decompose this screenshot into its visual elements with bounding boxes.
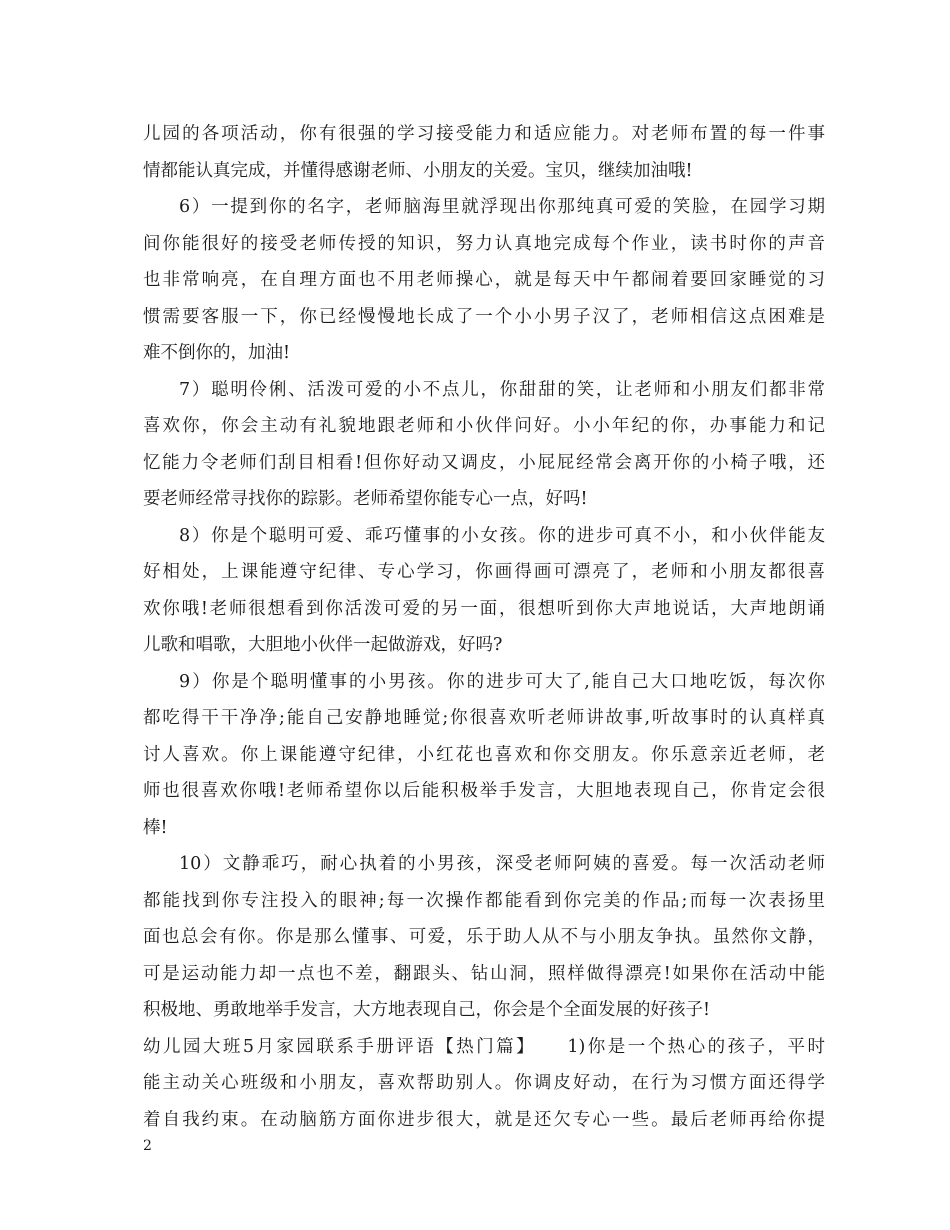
page-number: 2 xyxy=(143,1138,152,1154)
text-line: 7）聪明伶俐、活泼可爱的小不点儿，你甜甜的笑，让老师和小朋友们都非常 xyxy=(179,379,825,400)
text-line: 儿园的各项活动，你有很强的学习接受能力和适应能力。对老师布置的每一件事 xyxy=(143,124,825,144)
text-line: 师也很喜欢你哦!老师希望你以后能积极举手发言，大胆地表现自己，你肯定会很 xyxy=(143,781,825,801)
text-line: 讨人喜欢。你上课能遵守纪律，小红花也喜欢和你交朋友。你乐意亲近老师，老 xyxy=(143,744,825,765)
text-line: 9）你是个聪明懂事的小男孩。你的进步可大了,能自己大口地吃饭，每次你 xyxy=(179,671,825,692)
text-line: 能主动关心班级和小朋友，喜欢帮助别人。你调皮好动，在行为习惯方面还得学 xyxy=(143,1073,825,1093)
text-line: 6）一提到你的名字，老师脑海里就浮现出你那纯真可爱的笑脸，在园学习期 xyxy=(179,197,825,217)
text-line: 情都能认真完成，并懂得感谢老师、小朋友的关爱。宝贝，继续加油哦! xyxy=(143,160,693,181)
text-line: 都吃得干干净净;能自己安静地睡觉;你很喜欢听老师讲故事,听故事时的认真样真 xyxy=(143,708,825,728)
text-line: 好相处，上课能遵守纪律、专心学习，你画得画可漂亮了，老师和小朋友都很喜 xyxy=(143,562,825,582)
text-line: 儿歌和唱歌，大胆地小伙伴一起做游戏，好吗? xyxy=(143,635,503,655)
text-line: 可是运动能力却一点也不差，翻跟头、钻山洞，照样做得漂亮!如果你在活动中能 xyxy=(143,963,825,984)
body-text xyxy=(143,116,825,1138)
text-line: 都能找到你专注投入的眼神;每一次操作都能看到你完美的作品;而每一次表扬里 xyxy=(143,890,825,911)
text-line: 8）你是个聪明可爱、乖巧懂事的小女孩。你的进步可真不小，和小伙伴能友 xyxy=(179,525,825,546)
text-line: 间你能很好的接受老师传授的知识，努力认真地完成每个作业，读书时你的声音 xyxy=(143,233,825,254)
text-line: 棒! xyxy=(143,817,168,838)
text-line: 10）文静乖巧，耐心执着的小男孩，深受老师阿姨的喜爱。每一次活动老师 xyxy=(179,854,825,874)
text-line: 着自我约束。在动脑筋方面你进步很大，就是还欠专心一些。最后老师再给你提 xyxy=(143,1109,825,1130)
text-line: 喜欢你，你会主动有礼貌地跟老师和小伙伴问好。小小年纪的你，办事能力和记 xyxy=(143,416,825,436)
text-line: 欢你哦!老师很想看到你活泼可爱的另一面，很想听到你大声地说话，大声地朗诵 xyxy=(143,598,825,619)
text-line: 惯需要客服一下，你已经慢慢地长成了一个小小男子汉了，老师相信这点困难是 xyxy=(143,306,825,327)
text-line: 幼儿园大班5月家园联系手册评语【热门篇】 1)你是一个热心的孩子，平时 xyxy=(143,1036,825,1057)
text-line: 难不倒你的，加油! xyxy=(143,343,291,363)
text-line: 要老师经常寻找你的踪影。老师希望你能专心一点，好吗! xyxy=(143,489,588,509)
text-line: 面也总会有你。你是那么懂事、可爱，乐于助人从不与小朋友争执。虽然你文静， xyxy=(143,927,825,947)
text-line: 积极地、勇敢地举手发言，大方地表现自己，你会是个全面发展的好孩子! xyxy=(143,1000,711,1020)
text-line: 忆能力令老师们刮目相看!但你好动又调皮，小屁屁经常会离开你的小椅子哦，还 xyxy=(143,452,825,473)
text-line: 也非常响亮，在自理方面也不用老师操心，就是每天中午都闹着要回家睡觉的习 xyxy=(143,270,825,290)
